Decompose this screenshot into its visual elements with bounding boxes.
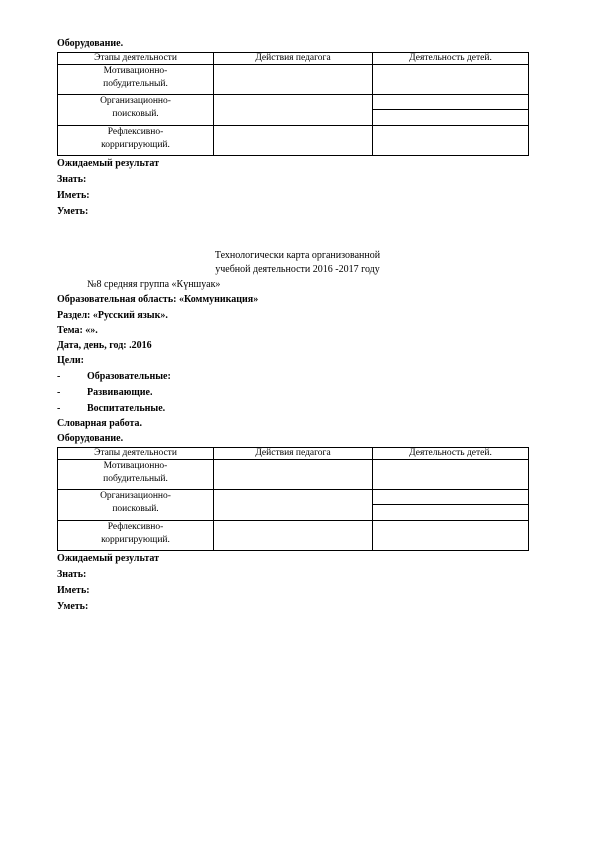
- equipment-heading: Оборудование.: [57, 38, 124, 49]
- educational-area: Образовательная область: «Коммуникация»: [57, 294, 259, 305]
- teacher-cell: [214, 490, 373, 521]
- stage-name: Рефлексивно-: [107, 522, 164, 532]
- expected-result-heading: Ожидаемый результат: [57, 553, 160, 564]
- children-subcell: [373, 505, 528, 520]
- topic-line: Тема: «».: [57, 325, 98, 336]
- stage-cell: [58, 65, 214, 95]
- table-row: [58, 95, 529, 126]
- stage-name: побудительный.: [103, 79, 168, 89]
- stage-name: поисковый.: [112, 109, 159, 119]
- activity-table: [57, 447, 529, 551]
- table-row: [58, 490, 529, 521]
- document-title-line1: Технологически карта организованной: [214, 250, 381, 261]
- goal-bullet: -: [57, 387, 61, 398]
- table-row: [58, 126, 529, 156]
- document-title-line2: учебной деятельности 2016 -2017 году: [215, 264, 380, 275]
- goal-item-developing: Развивающие.: [87, 387, 153, 398]
- activity-table: [57, 52, 529, 156]
- expected-result-heading: Ожидаемый результат: [57, 158, 160, 169]
- stage-name: корригирующий.: [101, 140, 170, 150]
- children-subcell: [373, 110, 528, 125]
- goal-bullet: -: [57, 403, 61, 414]
- know-label: Знать:: [57, 174, 87, 185]
- column-header-teacher: Действия педагога: [214, 448, 373, 460]
- can-label: Уметь:: [57, 601, 89, 612]
- teacher-cell: [214, 126, 373, 156]
- column-header-teacher: Действия педагога: [214, 53, 373, 65]
- children-cell: [373, 490, 529, 521]
- table-row: [58, 521, 529, 551]
- stage-cell: [58, 460, 214, 490]
- children-subcell: [373, 95, 528, 110]
- table-header-row: [58, 53, 529, 65]
- stage-name: побудительный.: [103, 474, 168, 484]
- children-cell: [373, 126, 529, 156]
- have-label: Иметь:: [57, 585, 90, 596]
- stage-cell: [58, 490, 214, 521]
- column-header-children: Деятельность детей.: [373, 53, 529, 65]
- section-line: Раздел: «Русский язык».: [57, 310, 168, 321]
- goal-item-educational: Образовательные:: [87, 371, 171, 382]
- can-label: Уметь:: [57, 206, 89, 217]
- children-subcell: [373, 490, 528, 505]
- have-label: Иметь:: [57, 190, 90, 201]
- teacher-cell: [214, 521, 373, 551]
- column-header-stages: Этапы деятельности: [58, 448, 214, 460]
- stage-cell: [58, 95, 214, 126]
- column-header-children: Деятельность детей.: [373, 448, 529, 460]
- stage-cell: [58, 521, 214, 551]
- stage-name: поисковый.: [112, 504, 159, 514]
- vocabulary-work: Словарная работа.: [57, 418, 143, 429]
- group-line: №8 средняя группа «Күншуак»: [87, 279, 221, 290]
- goals-heading: Цели:: [57, 355, 84, 366]
- equipment-heading: Оборудование.: [57, 433, 124, 444]
- stage-name: корригирующий.: [101, 535, 170, 545]
- children-cell: [373, 460, 529, 490]
- children-cell: [373, 65, 529, 95]
- goal-bullet: -: [57, 371, 61, 382]
- teacher-cell: [214, 95, 373, 126]
- stage-cell: [58, 126, 214, 156]
- stage-name: Рефлексивно-: [107, 127, 164, 137]
- table-header-row: [58, 448, 529, 460]
- column-header-stages: Этапы деятельности: [58, 53, 214, 65]
- children-cell: [373, 95, 529, 126]
- teacher-cell: [214, 460, 373, 490]
- date-line: Дата, день, год: .2016: [57, 340, 152, 351]
- stage-name: Организационно-: [100, 491, 171, 501]
- table-row: [58, 65, 529, 95]
- children-cell: [373, 521, 529, 551]
- stage-name: Мотивационно-: [103, 461, 168, 471]
- table-row: [58, 460, 529, 490]
- stage-name: Организационно-: [100, 96, 171, 106]
- stage-name: Мотивационно-: [103, 66, 168, 76]
- teacher-cell: [214, 65, 373, 95]
- know-label: Знать:: [57, 569, 87, 580]
- goal-item-upbringing: Воспитательные.: [87, 403, 166, 414]
